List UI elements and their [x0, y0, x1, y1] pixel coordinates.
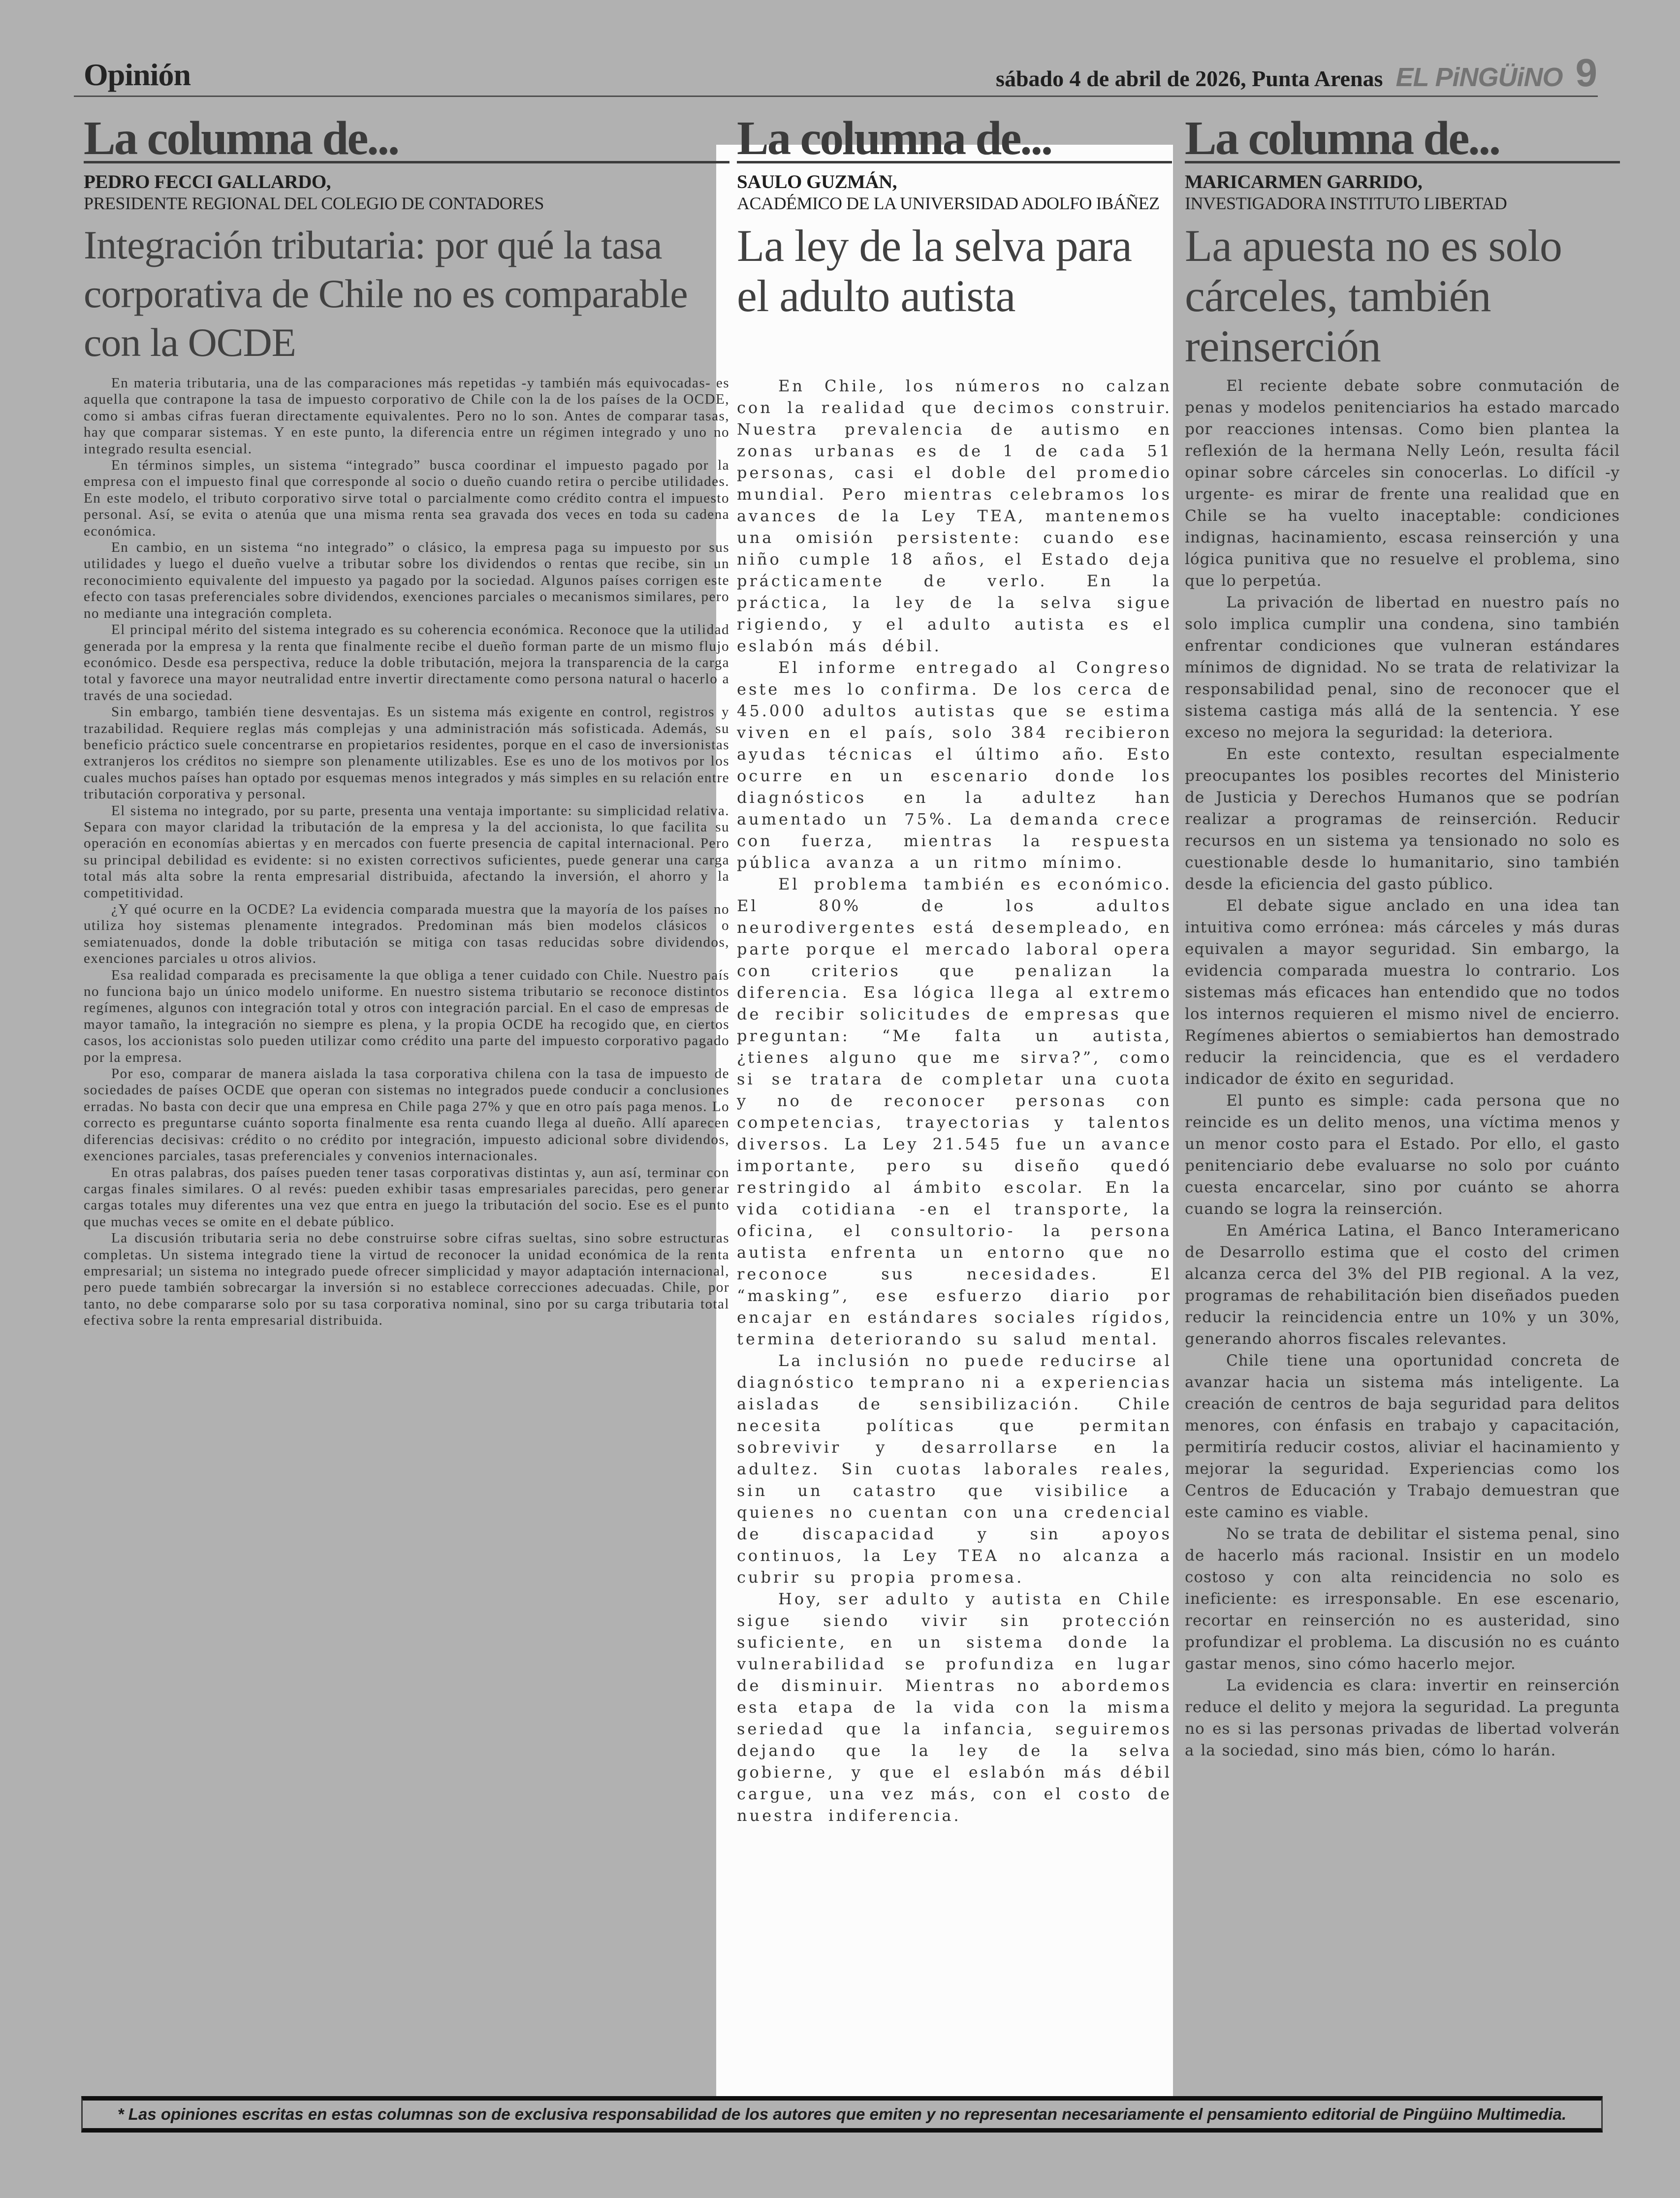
body-paragraph: Por eso, comparar de manera aislada la tasa corporativa chilena con la tasa de impuesto de sociedades de países OCDE que operan con sistemas no integrados puede conducir a conclusiones erradas. No basta con decir que una empresa en Chile paga 27% y que en otro país paga menos. Lo correcto es preguntarse cuánto soporta finalmente esa renta cuando llega al dueño. Allí aparecen diferencias decisivas: crédito o no crédito por integración, impuesto adicional sobre dividendos, exenciones parciales, tasas preferenciales y convenios internacionales.: [84, 1066, 729, 1164]
byline-author: PEDRO FECCI GALLARDO,: [84, 171, 331, 192]
body-paragraph: La inclusión no puede reducirse al diagnóstico temprano ni a experiencias aisladas de sensibilización. Chile necesita políticas que permitan sobrevivir y desarrollarse en la adultez. Sin cuotas laborales reales, sin un catastro que visibilice a quienes no cuentan con una credencial de discapacidad y sin apoyos continuos, la Ley TEA no alcanza a cubrir su propia promesa.: [737, 1351, 1172, 1587]
column-kicker: La columna de...: [84, 112, 399, 164]
section-title: Opinión: [84, 57, 191, 92]
byline-role: ACADÉMICO DE LA UNIVERSIDAD ADOLFO IBÁÑEZ: [737, 193, 1160, 213]
brand-logo: EL PiNGÜiNO: [1395, 63, 1563, 92]
opinion-column-2: [737, 112, 1172, 1825]
body-paragraph: En cambio, en un sistema “no integrado” o clásico, la empresa paga su impuesto por sus utilidades y luego el dueño vuelve a tributar sobre los dividendos o rentas que recibe, sin un reconocimiento equivalente del impuesto ya pagado por la sociedad. Algunos países corrigen este efecto con tasas preferenciales sobre dividendos, exenciones parciales o mecanismos similares, pero no mediante una integración completa.: [84, 540, 729, 621]
column-kicker: La columna de...: [737, 112, 1052, 164]
body-paragraph: Chile tiene una oportunidad concreta de avanzar hacia un sistema más inteligente. La creación de centros de baja seguridad para delitos menores, con énfasis en trabajo y capacitación, permitiría reducir costos, aliviar el hacinamiento y mejorar la seguridad. Experiencias como los Centros de Educación y Trabajo demuestran que este camino es viable.: [1185, 1352, 1620, 1521]
column-body: [1185, 375, 1620, 1761]
body-paragraph: En términos simples, un sistema “integrado” busca coordinar el impuesto pagado por la empresa con el impuesto final que corresponde al socio o dueño cuando retira o percibe utilidades. En este modelo, el tributo corporativo sirve total o parcialmente como crédito contra el impuesto personal. Así, se evita o atenúa que una misma renta sea gravada dos veces en toda su cadena económica.: [84, 457, 729, 539]
column-kicker: La columna de...: [1185, 112, 1500, 164]
body-paragraph: Hoy, ser adulto y autista en Chile sigue siendo vivir sin protección suficiente, en un sistema donde la vulnerabilidad se profundiza en lugar de disminuir. Mientras no abordemos esta etapa de la vida con la misma seriedad que la infancia, seguiremos dejando que la ley de la selva gobierne, y que el eslabón más débil cargue, una vez más, con el costo de nuestra indiferencia.: [737, 1590, 1172, 1825]
masthead-rule: [74, 96, 1598, 97]
body-paragraph: El punto es simple: cada persona que no reincide es un delito menos, una víctima menos y un menor costo para el Estado. Por ello, el gasto penitenciario debe evaluarse no solo por cuánto cuesta encarcelar, sino por cuánto se ahorra cuando se logra la reinserción.: [1185, 1092, 1620, 1218]
body-paragraph: En Chile, los números no calzan con la realidad que decimos construir. Nuestra prevalencia de autismo en zonas urbanas es de 1 de cada 51 personas, casi el doble del promedio mundial. Pero mientras celebramos los avances de la Ley TEA, mantenemos una omisión persistente: cuando ese niño cumple 18 años, el Estado deja prácticamente de verlo. En la práctica, la ley de la selva sigue rigiendo, y el adulto autista es el eslabón más débil.: [737, 377, 1172, 655]
date-text: sábado 4 de abril de 2026, Punta Arenas: [996, 66, 1383, 91]
body-paragraph: No se trata de debilitar el sistema penal, sino de hacerlo más racional. Insistir en un modelo costoso y con alta reincidencia no solo es ineficiente: es irresponsable. En ese escenario, recortar en reinserción no es austeridad, sino profundizar el problema. La discusión no es cuánto gastar menos, sino cómo hacerlo mejor.: [1185, 1525, 1620, 1673]
footer-disclaimer-box: [81, 2096, 1603, 2133]
body-paragraph: El informe entregado al Congreso este mes lo confirma. De los cerca de 45.000 adultos autistas que se estima viven en el país, solo 384 recibieron ayudas técnicas el último año. Esto ocurre en un escenario donde los diagnósticos en la adultez han aumentado un 75%. La demanda crece con fuerza, mientras la respuesta pública avanza a un ritmo mínimo.: [737, 658, 1172, 872]
byline-author: SAULO GUZMÁN,: [737, 171, 897, 192]
body-paragraph: La discusión tributaria seria no debe construirse sobre cifras sueltas, sino sobre estructuras completas. Un sistema integrado tiene la virtud de reconocer la unidad económica de la renta empresarial; un sistema no integrado puede ofrecer simplicidad y mayor adaptación internacional, pero puede también sobrecargar la inversión si no establece correcciones adecuadas. Chile, por tanto, no debe compararse solo por su tasa corporativa nominal, sino por su carga tributaria total efectiva sobre la renta empresarial distribuida.: [84, 1230, 729, 1329]
body-paragraph: El principal mérito del sistema integrado es su coherencia económica. Reconoce que la utilidad generada por la empresa y la renta que finalmente recibe el dueño forman parte de un mismo flujo económico. Desde esa perspectiva, reduce la doble tributación, mejora la transparencia de la carga total y favorece una mayor neutralidad entre invertir directamente como persona natural o hacerlo a través de una sociedad.: [84, 622, 729, 703]
footer-disclaimer-text: * Las opiniones escritas en estas columnas son de exclusiva responsabilidad de los autores que emiten y no representan necesariamente el pensamiento editorial de Pingüino Multimedia.: [117, 2105, 1567, 2123]
body-paragraph: La evidencia es clara: invertir en reinserción reduce el delito y mejora la seguridad. La pregunta no es si las personas privadas de libertad volverán a la sociedad, sino más bien, cómo lo harán.: [1185, 1677, 1620, 1759]
byline-role: PRESIDENTE REGIONAL DEL COLEGIO DE CONTADORES: [84, 193, 544, 213]
masthead-right: [996, 53, 1597, 98]
column-title: Integración tributaria: por qué la tasa corporativa de Chile no es comparable con la OCDE: [84, 223, 688, 365]
column-body: [737, 375, 1172, 1826]
body-paragraph: La privación de libertad en nuestro país no solo implica cumplir una condena, sino también enfrentar condiciones que vulneran estándares mínimos de dignidad. No se trata de relativizar la responsabilidad penal, sino de reconocer que el sistema castiga más allá de la sentencia. Y ese exceso no mejora la seguridad: la deteriora.: [1185, 594, 1620, 741]
body-paragraph: El debate sigue anclado en una idea tan intuitiva como errónea: más cárceles y más duras equivalen a mayor seguridad. Sin embargo, la evidencia comparada muestra lo contrario. Los sistemas más eficaces han entendido que no todos los internos requieren el mismo nivel de encierro. Regímenes abiertos o semiabiertos han demostrado reducir la reincidencia, que es el verdadero indicador de éxito en seguridad.: [1185, 897, 1620, 1088]
body-paragraph: Sin embargo, también tiene desventajas. Es un sistema más exigente en control, registros y trazabilidad. Requiere reglas más complejas y una administración más sofisticada. Además, su beneficio práctico suele concentrarse en propietarios residentes, porque en el caso de inversionistas extranjeros los créditos no siempre son plenamente utilizables. Ese es uno de los motivos por los cuales muchos países han optado por esquemas menos integrados y más simples en su relación entre tributación corporativa y personal.: [84, 704, 729, 802]
column-title: La apuesta no es solo cárceles, también reinserción: [1185, 221, 1562, 371]
body-paragraph: El problema también es económico. El 80% de los adultos neurodivergentes está desempleado, en parte porque el mercado laboral opera con criterios que penalizan la diferencia. Esa lógica llega al extremo de recibir solicitudes de empresas que preguntan: “Me falta un autista, ¿tienes alguno que me sirva?”, como si se tratara de completar una cuota y no de reconocer personas con competencias, trayectorias y talentos diversos. La Ley 21.545 fue un avance importante, pero su diseño quedó restringido al ámbito escolar. En la vida cotidiana -en el transporte, la oficina, el consultorio- la persona autista enfrenta un entorno que no reconoce sus necesidades. El “masking”, ese esfuerzo diario por encajar en estándares sociales rígidos, termina deteriorando su salud mental.: [737, 875, 1172, 1348]
opinion-column-1: [84, 112, 729, 1329]
body-paragraph: ¿Y qué ocurre en la OCDE? La evidencia comparada muestra que la mayoría de los países no utiliza hoy sistemas plenamente integrados. Predominan más bien modelos clásicos o semiatenuados, donde la doble tributación se mitiga con tasas reducidas sobre dividendos, exenciones parciales u otros alivios.: [84, 901, 729, 967]
opinion-column-3: [1185, 112, 1620, 1759]
byline-author: MARICARMEN GARRIDO,: [1185, 171, 1423, 192]
column-title: La ley de la selva para el adulto autista: [737, 221, 1132, 321]
column-body: [84, 375, 729, 1329]
page-number: 9: [1575, 51, 1597, 95]
body-paragraph: En América Latina, el Banco Interamericano de Desarrollo estima que el costo del crimen alcanza cerca del 3% del PIB regional. A la vez, programas de rehabilitación bien diseñados pueden reducir la reincidencia entre un 10% y un 30%, generando ahorros fiscales relevantes.: [1185, 1222, 1620, 1348]
body-paragraph: Esa realidad comparada es precisamente la que obliga a tener cuidado con Chile. Nuestro país no funciona bajo un único modelo uniforme. En nuestro sistema tributario se reconoce distintos regímenes, algunos con integración total y otros con integración parcial. En el caso de empresas de mayor tamaño, la integración no siempre es plena, y la propia OCDE ha recogido que, en ciertos casos, los accionistas solo pueden utilizar como crédito una parte del impuesto corporativo pagado por la empresa.: [84, 967, 729, 1065]
body-paragraph: En materia tributaria, una de las comparaciones más repetidas -y también más equivocadas- es aquella que contrapone la tasa de impuesto corporativo de Chile con la de los países de la OCDE, como si ambas cifras fueran directamente equivalentes. Pero no lo son. Antes de comparar tasas, hay que comparar sistemas. Y en este punto, la diferencia entre un régimen integrado y uno no integrado resulta esencial.: [84, 375, 729, 457]
body-paragraph: En otras palabras, dos países pueden tener tasas corporativas distintas y, aun así, terminar con cargas finales similares. O al revés: pueden exhibir tasas empresariales parecidas, pero generar cargas totales muy diferentes una vez que entra en juego la tributación del socio. Ese es el punto que muchas veces se omite en el debate público.: [84, 1164, 729, 1230]
body-paragraph: El sistema no integrado, por su parte, presenta una ventaja importante: su simplicidad relativa. Separa con mayor claridad la tributación de la empresa y la del accionista, lo que facilita su operación en economías abiertas y en mercados con fuerte presencia de capital internacional. Pero su principal debilidad es evidente: si no existen correctivos suficientes, puede generar una carga total más alta sobre la renta empresarial distribuida, afectando la inversión, el ahorro y la competitividad.: [84, 802, 729, 901]
byline-role: INVESTIGADORA INSTITUTO LIBERTAD: [1185, 193, 1507, 213]
body-paragraph: El reciente debate sobre conmutación de penas y modelos penitenciarios ha estado marcado por reacciones intensas. Como bien plantea la reflexión de la hermana Nelly León, resulta fácil opinar sobre cárceles sin conocerlas. Lo difícil -y urgente- es mirar de frente una realidad que en Chile se ha vuelto inaceptable: condiciones indignas, hacinamiento, escasa reinserción y una lógica punitiva que no resuelve el problema, sino que lo perpetúa.: [1185, 377, 1620, 590]
body-paragraph: En este contexto, resultan especialmente preocupantes los posibles recortes del Ministerio de Justicia y Derechos Humanos que se podrían realizar a programas de reinserción. Reducir recursos en un sistema ya tensionado no solo es cuestionable desde lo humanitario, sino también desde la eficiencia del gasto público.: [1185, 745, 1620, 893]
